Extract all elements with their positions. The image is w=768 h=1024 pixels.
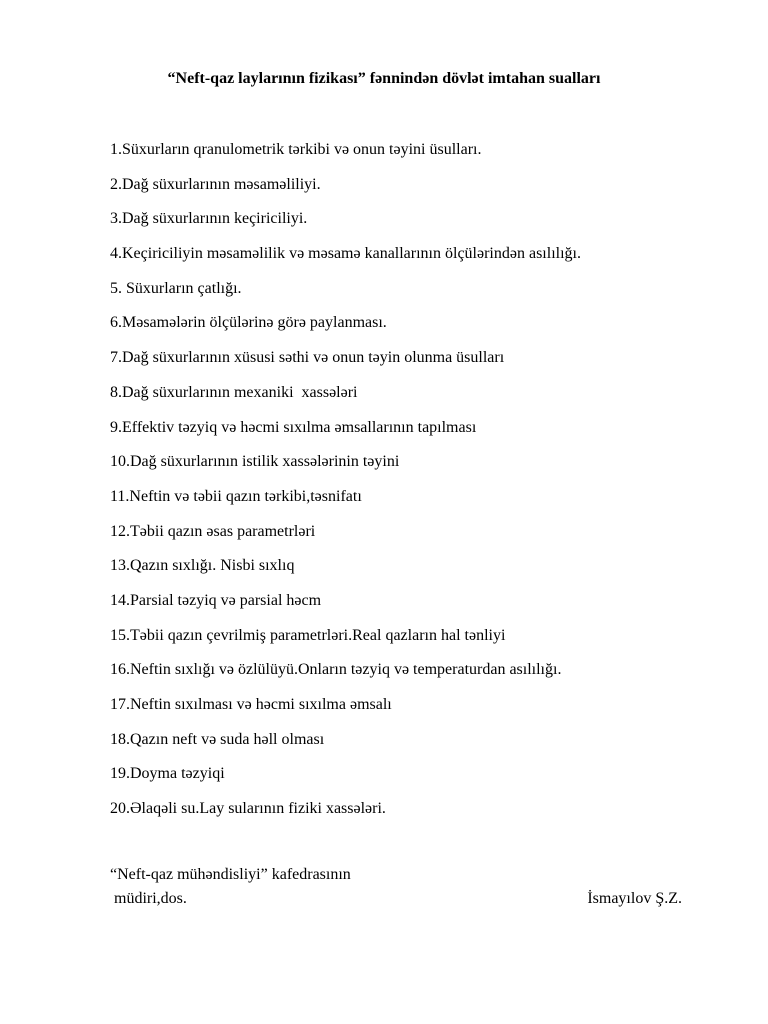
question-item: 14.Parsial təzyiq və parsial həcm [110, 591, 322, 609]
question-item: 20.Əlaqəli su.Lay sularının fiziki xassələri. [110, 800, 386, 818]
question-item: 18.Qazın neft və suda həll olması [110, 730, 325, 748]
question-item: 15.Təbii qazın çevrilmiş parametrləri.Real qazların hal tənliyi [110, 626, 506, 644]
question-item: 8.Dağ süxurlarının mexaniki xassələri [110, 383, 358, 401]
question-item: 10.Dağ süxurlarının istilik xassələrinin təyini [110, 453, 400, 471]
question-item: 11.Neftin və təbii qazın tərkibi,təsnifatı [110, 487, 362, 505]
question-list [110, 139, 581, 833]
question-item: 16.Neftin sıxlığı və özlülüyü.Onların təzyiq və temperaturdan asılılığı. [110, 661, 562, 679]
question-item: 3.Dağ süxurlarının keçiriciliyi. [110, 210, 308, 228]
question-item: 17.Neftin sıxılması və həcmi sıxılma əmsalı [110, 696, 392, 713]
signature-department: “Neft-qaz mühəndisliyi” kafedrasının [110, 866, 351, 883]
question-item: 7.Dağ süxurlarının xüsusi səthi və onun təyin olunma üsulları [110, 349, 505, 367]
question-item: 5. Süxurların çatlığı. [110, 279, 242, 297]
signature-position: müdiri,dos. [110, 890, 187, 907]
question-item: 2.Dağ süxurlarının məsaməliliyi. [110, 175, 321, 193]
question-item: 9.Effektiv təzyiq və həcmi sıxılma əmsallarının tapılması [110, 418, 477, 436]
question-item: 19.Doyma təzyiqi [110, 765, 225, 783]
question-item: 12.Təbii qazın əsas parametrləri [110, 522, 316, 540]
signature-name: İsmayılov Ş.Z. [587, 890, 682, 907]
question-item: 4.Keçiriciliyin məsaməlilik və məsamə kanallarının ölçülərindən asılılığı. [110, 245, 581, 263]
question-item: 13.Qazın sıxlığı. Nisbi sıxlıq [110, 557, 295, 575]
document-title: “Neft-qaz laylarının fizikası” fənnindən dövlət imtahan sualları [167, 70, 601, 87]
question-item: 6.Məsamələrin ölçülərinə görə paylanması. [110, 314, 387, 332]
question-item: 1.Süxurların qranulometrik tərkibi və onun təyini üsulları. [110, 141, 482, 158]
